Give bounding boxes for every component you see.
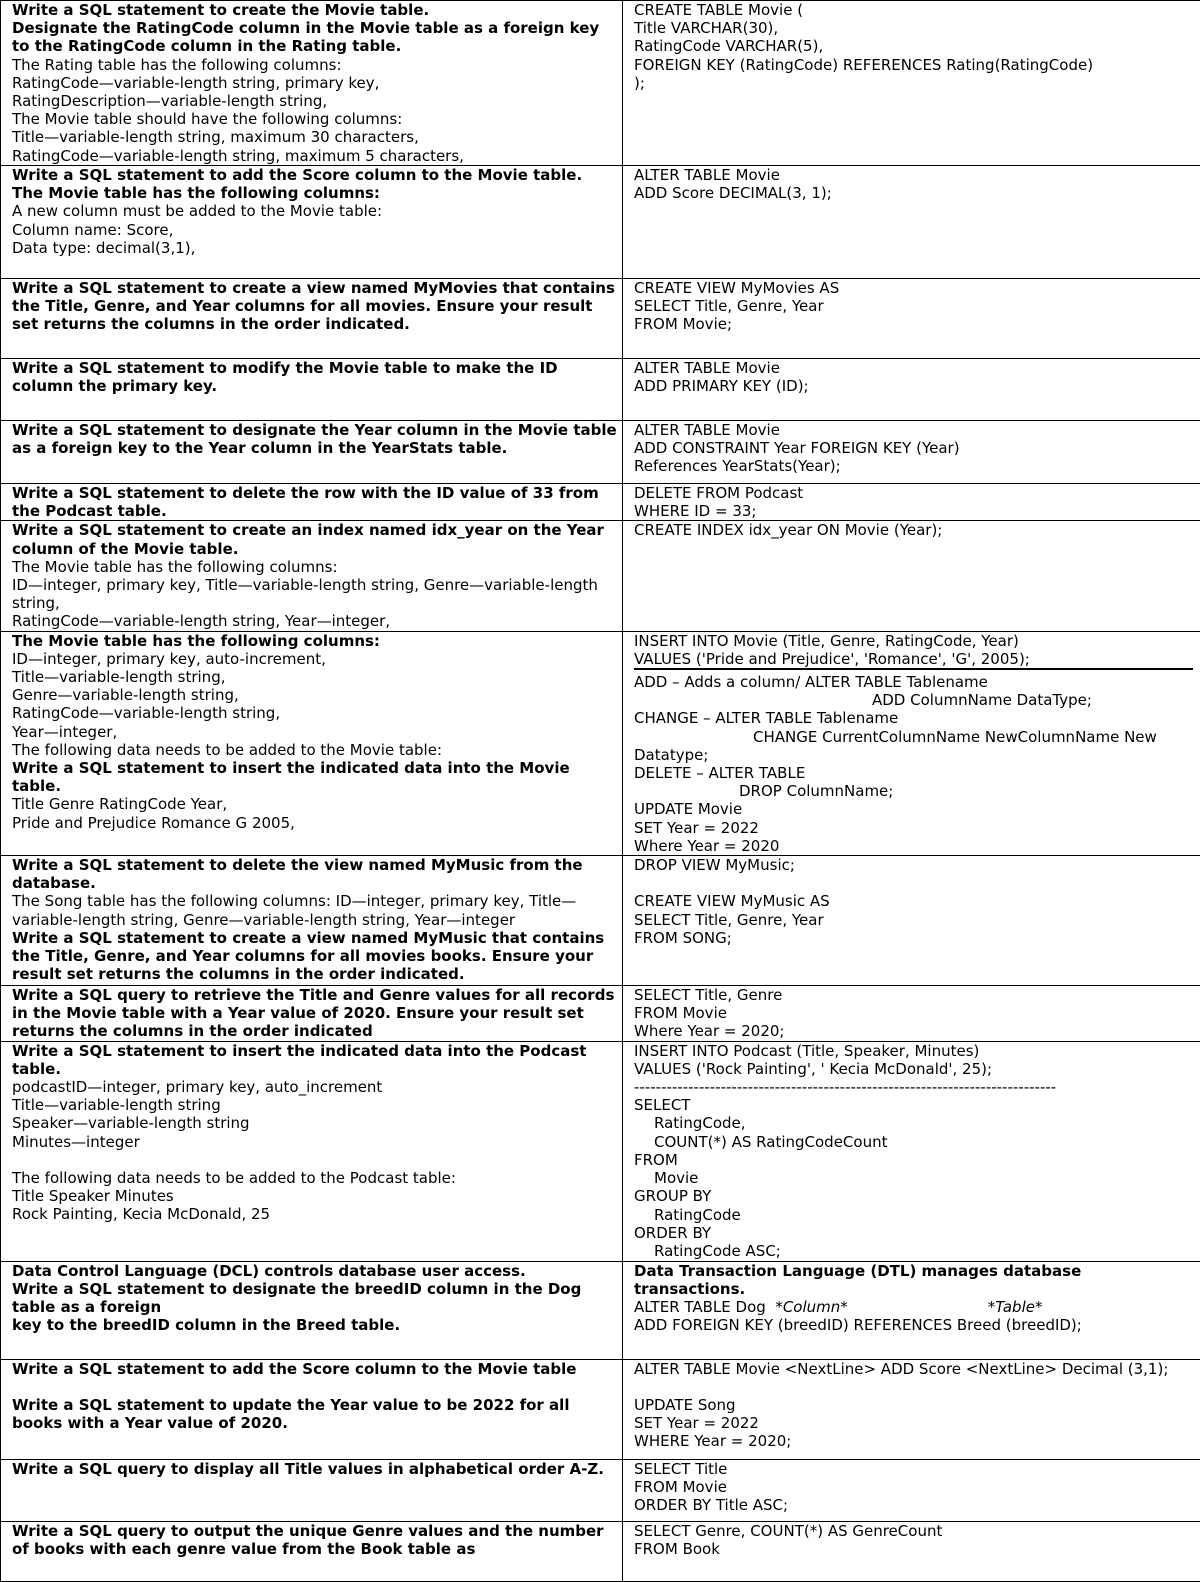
answer-line: [634, 377, 1193, 395]
answer-line: [634, 1206, 1193, 1224]
line-text: GROUP BY: [634, 1187, 711, 1205]
line-text: CHANGE CurrentColumnName NewColumnName New: [753, 728, 1157, 746]
answer-cell: [623, 1459, 1200, 1521]
question-line: [12, 814, 618, 832]
answer-line: [634, 691, 1193, 709]
answer-line: [634, 19, 1193, 37]
line-text: Movie: [654, 1169, 698, 1187]
question-line: [12, 1042, 618, 1078]
question-line: [12, 741, 618, 759]
line-text: COUNT(*) AS RatingCodeCount: [654, 1133, 887, 1151]
line-text: );: [634, 74, 645, 92]
line-text: Write a SQL query to output the unique Genre values and the number of books with each genre value from the Book table as: [12, 1522, 609, 1558]
table-row: [1, 1459, 1200, 1521]
answer-line: [634, 1298, 1193, 1316]
question-line: [12, 184, 618, 202]
question-line: [12, 892, 618, 928]
line-text: Title VARCHAR(30),: [634, 19, 778, 37]
line-text: WHERE ID = 33;: [634, 502, 756, 520]
line-text: ADD – Adds a column/ ALTER TABLE Tablename: [634, 673, 988, 691]
answer-cell: [623, 421, 1200, 484]
answer-line: [634, 911, 1193, 929]
line-text: Datatype;: [634, 746, 708, 764]
question-line: [12, 92, 618, 110]
question-line: [12, 929, 618, 984]
answer-line: [634, 650, 1193, 670]
line-text: Column name: Score,: [12, 221, 173, 239]
line-text: Speaker—variable-length string: [12, 1114, 250, 1132]
answer-line: [634, 1396, 1193, 1414]
line-text: DELETE – ALTER TABLE: [634, 764, 805, 782]
question-cell: [1, 1521, 623, 1581]
line-text: CHANGE – ALTER TABLE Tablename: [634, 709, 898, 727]
answer-line: [634, 502, 1193, 520]
line-text: VALUES ('Pride and Prejudice', 'Romance', 'G', 2005);: [634, 650, 1030, 668]
answer-cell: [623, 1261, 1200, 1359]
question-line: [12, 1096, 618, 1114]
line-text: Write a SQL statement to add the Score column to the Movie table: [12, 1360, 576, 1378]
answer-line: [634, 1242, 1193, 1260]
answer-line: [634, 728, 1193, 746]
question-line: [12, 484, 618, 520]
question-line: [12, 239, 618, 257]
line-text: Write a SQL query to display all Title values in alphabetical order A-Z.: [12, 1460, 604, 1478]
table-row: [1, 521, 1200, 631]
answer-line: [634, 1078, 1193, 1096]
table-row: [1, 1, 1200, 166]
answer-line: [634, 1224, 1193, 1242]
table-row: [1, 1041, 1200, 1261]
line-text: FROM Movie: [634, 1004, 727, 1022]
answer-line: [634, 764, 1193, 782]
line-text: The Rating table has the following columns:: [12, 56, 342, 74]
line-text: The Movie table has the following columns:: [12, 632, 380, 650]
table-row: [1, 279, 1200, 359]
question-line: [12, 166, 618, 184]
question-line: [12, 1396, 618, 1432]
line-text: FROM Movie: [634, 1478, 727, 1496]
answer-line: [634, 1522, 1193, 1540]
line-text: ORDER BY Title ASC;: [634, 1496, 788, 1514]
table-row: [1, 856, 1200, 986]
line-text: ALTER TABLE Movie: [634, 421, 780, 439]
line-text: ADD FOREIGN KEY (breedID) REFERENCES Breed (breedID);: [634, 1316, 1082, 1334]
answer-line: [634, 1378, 1193, 1396]
table-row: [1, 1359, 1200, 1459]
table-row: [1, 484, 1200, 521]
question-line: [12, 202, 618, 220]
line-text: RatingCode—variable-length string, maximum 5 characters,: [12, 147, 464, 165]
question-cell: [1, 1041, 623, 1261]
line-text: FROM Book: [634, 1540, 720, 1558]
line-text: Where Year = 2020;: [634, 1022, 785, 1040]
answer-cell: [623, 521, 1200, 631]
answer-cell: [623, 484, 1200, 521]
table-row: [1, 1521, 1200, 1581]
answer-line: [634, 673, 1193, 691]
question-line: [12, 795, 618, 813]
question-cell: [1, 166, 623, 279]
line-text: RatingCode,: [654, 1114, 746, 1132]
answer-line: [634, 837, 1193, 855]
annotation-label: *Table*: [988, 1298, 1043, 1316]
question-line: [12, 986, 618, 1041]
line-text: ALTER TABLE Dog: [634, 1298, 775, 1316]
answer-line: [634, 819, 1193, 837]
line-text: Write a SQL statement to delete the row with the ID value of 33 from the Podcast table.: [12, 484, 604, 520]
answer-line: [634, 782, 1193, 800]
line-text: Write a SQL statement to create an index named idx_year on the Year column of the Movie table.: [12, 521, 609, 557]
line-text: Title—variable-length string: [12, 1096, 221, 1114]
line-text: Write a SQL statement to designate the Year column in the Movie table as a foreign key to the Year column in the YearStats table.: [12, 421, 622, 457]
line-text: CREATE VIEW MyMusic AS: [634, 892, 830, 910]
line-text: SELECT: [634, 1096, 690, 1114]
answer-line: [634, 986, 1193, 1004]
answer-line: [634, 1042, 1193, 1060]
line-text: Genre—variable-length string,: [12, 686, 239, 704]
answer-line: [634, 184, 1193, 202]
annotation-label: *Column*: [775, 1298, 847, 1316]
question-line: [12, 1187, 618, 1205]
answer-line: [634, 1, 1193, 19]
line-text: Write a SQL statement to insert the indicated data into the Movie table.: [12, 759, 575, 795]
line-text: SELECT Title, Genre: [634, 986, 782, 1004]
line-text: INSERT INTO Movie (Title, Genre, RatingCode, Year): [634, 632, 1019, 650]
answer-line: [634, 1187, 1193, 1205]
line-text: ID—integer, primary key, auto-increment,: [12, 650, 326, 668]
question-line: [12, 521, 618, 557]
line-text: Data type: decimal(3,1),: [12, 239, 195, 257]
line-text: Write a SQL statement to delete the view named MyMusic from the database.: [12, 856, 588, 892]
answer-line: [634, 856, 1193, 874]
question-line: [12, 19, 618, 55]
line-text: FROM Movie;: [634, 315, 732, 333]
question-line: [12, 650, 618, 668]
answer-line: [634, 37, 1193, 55]
question-line: [12, 1169, 618, 1187]
question-cell: [1, 521, 623, 631]
answer-line: [634, 279, 1193, 297]
answer-line: [634, 484, 1193, 502]
question-cell: [1, 484, 623, 521]
question-line: [12, 1280, 618, 1316]
answer-cell: [623, 279, 1200, 359]
question-line: [12, 632, 618, 650]
line-text: ADD CONSTRAINT Year FOREIGN KEY (Year): [634, 439, 960, 457]
answer-line: [634, 1478, 1193, 1496]
line-text: ID—integer, primary key, Title—variable-length string, Genre—variable-length string,: [12, 576, 603, 612]
table-row: [1, 1261, 1200, 1359]
answer-line: [634, 521, 1193, 539]
question-cell: [1, 1, 623, 166]
question-line: [12, 612, 618, 630]
answer-line: [634, 315, 1193, 333]
answer-cell: [623, 359, 1200, 421]
question-line: [12, 1151, 618, 1169]
answer-line: [634, 929, 1193, 947]
question-line: [12, 56, 618, 74]
answer-line: [634, 892, 1193, 910]
line-text: SELECT Title, Genre, Year: [634, 911, 824, 929]
answer-line: [634, 1022, 1193, 1040]
question-line: [12, 668, 618, 686]
answer-cell: [623, 1521, 1200, 1581]
line-text: Rock Painting, Kecia McDonald, 25: [12, 1205, 270, 1223]
question-line: [12, 1262, 618, 1280]
line-text: Title Speaker Minutes: [12, 1187, 174, 1205]
line-text: key to the breedID column in the Breed table.: [12, 1316, 400, 1334]
question-line: [12, 576, 618, 612]
line-text: INSERT INTO Podcast (Title, Speaker, Minutes): [634, 1042, 979, 1060]
line-text: References YearStats(Year);: [634, 457, 841, 475]
question-line: [12, 1460, 618, 1478]
question-line: [12, 1316, 618, 1334]
line-text: CREATE VIEW MyMovies AS: [634, 279, 839, 297]
line-text: Write a SQL query to retrieve the Title and Genre values for all records in the Movie table with a Year value of 2020. Ensure your result set returns the columns in the order indicated: [12, 986, 620, 1040]
answer-cell: [623, 631, 1200, 855]
line-text: podcastID—integer, primary key, auto_increment: [12, 1078, 382, 1096]
line-text: Write a SQL statement to modify the Movie table to make the ID column the primary key.: [12, 359, 563, 395]
answer-line: [634, 421, 1193, 439]
line-text: SELECT Title, Genre, Year: [634, 297, 824, 315]
question-line: [12, 421, 618, 457]
line-text: The Movie table has the following columns:: [12, 558, 338, 576]
question-line: [12, 1378, 618, 1396]
question-line: [12, 110, 618, 128]
answer-cell: [623, 1359, 1200, 1459]
answer-line: [634, 1004, 1193, 1022]
line-text: A new column must be added to the Movie table:: [12, 202, 382, 220]
answer-cell: [623, 1041, 1200, 1261]
answer-line: [634, 1114, 1193, 1132]
answer-line: [634, 1360, 1193, 1378]
line-text: VALUES ('Rock Painting', ' Kecia McDonald', 25);: [634, 1060, 992, 1078]
answer-cell: [623, 166, 1200, 279]
line-text: The Movie table should have the following columns:: [12, 110, 402, 128]
line-text: WHERE Year = 2020;: [634, 1432, 791, 1450]
line-text: SET Year = 2022: [634, 1414, 759, 1432]
question-line: [12, 128, 618, 146]
line-text: The following data needs to be added to the Podcast table:: [12, 1169, 456, 1187]
question-line: [12, 558, 618, 576]
line-text: Title Genre RatingCode Year,: [12, 795, 227, 813]
table-row: [1, 166, 1200, 279]
line-text: SET Year = 2022: [634, 819, 759, 837]
answer-line: [634, 166, 1193, 184]
line-text: UPDATE Song: [634, 1396, 736, 1414]
question-line: [12, 1360, 618, 1378]
line-text: ADD Score DECIMAL(3, 1);: [634, 184, 832, 202]
question-line: [12, 704, 618, 722]
question-line: [12, 74, 618, 92]
answer-line: [634, 359, 1193, 377]
table-body: [1, 1, 1200, 1582]
answer-line: [634, 457, 1193, 475]
line-text: Write a SQL statement to insert the indicated data into the Podcast table.: [12, 1042, 592, 1078]
line-text: Write a SQL statement to add the Score column to the Movie table.: [12, 166, 582, 184]
line-text: ORDER BY: [634, 1224, 711, 1242]
line-text: ALTER TABLE Movie <NextLine> ADD Score <NextLine> Decimal (3,1);: [634, 1360, 1168, 1378]
line-text: DROP ColumnName;: [739, 782, 893, 800]
table-row: [1, 359, 1200, 421]
line-text: Data Control Language (DCL) controls database user access.: [12, 1262, 526, 1280]
line-text: DELETE FROM Podcast: [634, 484, 803, 502]
table-row: [1, 986, 1200, 1042]
answer-line: [634, 800, 1193, 818]
line-text: Data Transaction Language (DTL) manages database transactions.: [634, 1262, 1087, 1298]
question-cell: [1, 1359, 623, 1459]
answer-line: [634, 746, 1193, 764]
answer-line: [634, 1262, 1193, 1298]
question-line: [12, 221, 618, 239]
question-line: [12, 147, 618, 165]
question-line: [12, 856, 618, 892]
answer-line: [634, 56, 1193, 74]
line-text: ADD ColumnName DataType;: [872, 691, 1092, 709]
question-line: [12, 723, 618, 741]
answer-cell: [623, 1, 1200, 166]
line-text: Write a SQL statement to create a view named MyMovies that contains the Title, Genre, and Year columns for all movies. Ensure your result set returns the columns in the order indicated.: [12, 279, 620, 333]
answer-line: [634, 1060, 1193, 1078]
answer-line: [634, 1316, 1193, 1334]
line-text: Designate the RatingCode column in the Movie table as a foreign key to the RatingCode column in the Rating table.: [12, 19, 604, 55]
answer-line: [634, 1414, 1193, 1432]
question-cell: [1, 421, 623, 484]
answer-line: [634, 1496, 1193, 1514]
line-text: ADD PRIMARY KEY (ID);: [634, 377, 809, 395]
question-cell: [1, 1459, 623, 1521]
question-cell: [1, 986, 623, 1042]
line-text: FROM SONG;: [634, 929, 732, 947]
line-text: SELECT Genre, COUNT(*) AS GenreCount: [634, 1522, 942, 1540]
question-line: [12, 759, 618, 795]
answer-line: [634, 1096, 1193, 1114]
question-line: [12, 279, 618, 334]
line-text: Where Year = 2020: [634, 837, 779, 855]
line-text: The Movie table has the following columns:: [12, 184, 380, 202]
line-text: CREATE INDEX idx_year ON Movie (Year);: [634, 521, 942, 539]
line-text: RatingCode VARCHAR(5),: [634, 37, 823, 55]
line-text: Year—integer,: [12, 723, 117, 741]
question-line: [12, 1078, 618, 1096]
line-text: ALTER TABLE Movie: [634, 166, 780, 184]
question-line: [12, 1114, 618, 1132]
line-text: DROP VIEW MyMusic;: [634, 856, 795, 874]
question-cell: [1, 359, 623, 421]
answer-line: [634, 297, 1193, 315]
answer-line: [634, 1133, 1193, 1151]
line-text: Write a SQL statement to update the Year value to be 2022 for all books with a Year value of 2020.: [12, 1396, 575, 1432]
answer-line: [634, 74, 1193, 92]
line-text: Write a SQL statement to create a view named MyMusic that contains the Title, Genre, and Year columns for all movies books. Ensure your result set returns the columns in the order indicated.: [12, 929, 609, 983]
answer-line: [634, 1460, 1193, 1478]
question-cell: [1, 1261, 623, 1359]
question-line: [12, 686, 618, 704]
question-cell: [1, 631, 623, 855]
line-text: Write a SQL statement to create the Movie table.: [12, 1, 429, 19]
line-text: FOREIGN KEY (RatingCode) REFERENCES Rating(RatingCode): [634, 56, 1093, 74]
question-line: [12, 1, 618, 19]
line-text: Write a SQL statement to designate the breedID column in the Dog table as a foreign: [12, 1280, 587, 1316]
answer-line: [634, 439, 1193, 457]
answer-line: [634, 1432, 1193, 1450]
line-text: UPDATE Movie: [634, 800, 742, 818]
line-text: The Song table has the following columns: ID—integer, primary key, Title—variable-length string, Genre—variable-length string, Year—integer: [12, 892, 576, 928]
question-line: [12, 1133, 618, 1151]
line-text: CREATE TABLE Movie (: [634, 1, 803, 19]
question-line: [12, 359, 618, 395]
line-text: RatingCode—variable-length string, Year—integer,: [12, 612, 390, 630]
line-text: FROM: [634, 1151, 678, 1169]
table-row: [1, 421, 1200, 484]
line-text: RatingCode—variable-length string,: [12, 704, 280, 722]
line-text: ALTER TABLE Movie: [634, 359, 780, 377]
line-text: Minutes—integer: [12, 1133, 140, 1151]
answer-line: [634, 1169, 1193, 1187]
answer-cell: [623, 856, 1200, 986]
table-row: [1, 631, 1200, 855]
answer-line: [634, 1151, 1193, 1169]
answer-line: [634, 1540, 1193, 1558]
question-cell: [1, 856, 623, 986]
line-text: RatingDescription—variable-length string,: [12, 92, 327, 110]
line-text: RatingCode ASC;: [654, 1242, 781, 1260]
question-line: [12, 1205, 618, 1223]
line-text: RatingCode—variable-length string, primary key,: [12, 74, 379, 92]
line-text: The following data needs to be added to the Movie table:: [12, 741, 442, 759]
answer-cell: [623, 986, 1200, 1042]
line-text: Title—variable-length string, maximum 30 characters,: [12, 128, 419, 146]
line-text: Title—variable-length string,: [12, 668, 225, 686]
answer-line: [634, 874, 1193, 892]
question-cell: [1, 279, 623, 359]
line-text: SELECT Title: [634, 1460, 727, 1478]
line-text: ------------------------------------------------------------------------------: [634, 1078, 1056, 1096]
line-text: RatingCode: [654, 1206, 741, 1224]
line-text: Pride and Prejudice Romance G 2005,: [12, 814, 295, 832]
answer-line: [634, 632, 1193, 650]
answer-line: [634, 709, 1193, 727]
